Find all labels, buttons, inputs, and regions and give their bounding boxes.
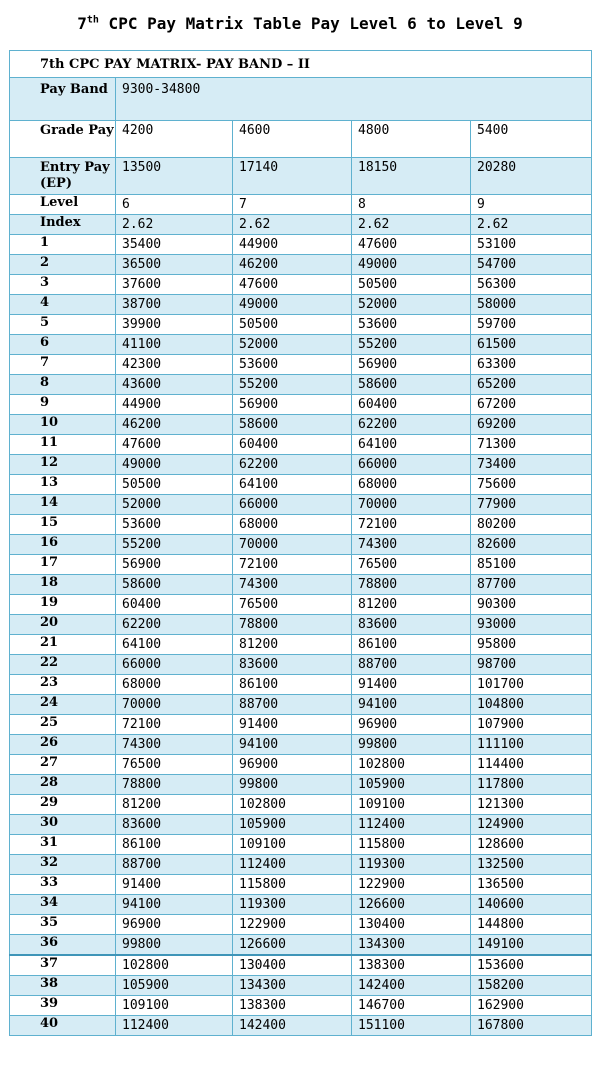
pay-cell: 64100 [116,635,233,655]
pay-cell: 72100 [233,555,352,575]
grade-pay-cell: 4600 [233,121,352,158]
pay-cell: 50500 [233,315,352,335]
pay-cell: 56900 [116,555,233,575]
table-row [10,495,592,515]
pay-cell: 149100 [471,935,592,956]
pay-cell: 105900 [352,775,471,795]
row-number: 33 [10,875,116,895]
pay-cell: 153600 [471,955,592,976]
pay-cell: 70000 [233,535,352,555]
pay-cell: 47600 [352,235,471,255]
pay-cell: 94100 [116,895,233,915]
pay-cell: 138300 [233,996,352,1016]
level-cell: 6 [116,195,233,215]
pay-cell: 62200 [352,415,471,435]
row-number: 31 [10,835,116,855]
pay-cell: 52000 [233,335,352,355]
pay-cell: 91400 [233,715,352,735]
table-row [10,375,592,395]
pay-cell: 91400 [352,675,471,695]
pay-cell: 69200 [471,415,592,435]
index-cell: 2.62 [233,215,352,235]
entry-pay-label: Entry Pay (EP) [10,158,116,195]
pay-cell: 66000 [233,495,352,515]
pay-cell: 49000 [352,255,471,275]
pay-cell: 55200 [233,375,352,395]
pay-cell: 78800 [352,575,471,595]
pay-cell: 90300 [471,595,592,615]
row-number: 16 [10,535,116,555]
pay-cell: 96900 [116,915,233,935]
table-row [10,275,592,295]
pay-cell: 50500 [116,475,233,495]
pay-cell: 76500 [233,595,352,615]
pay-cell: 41100 [116,335,233,355]
entry-pay-cell: 20280 [471,158,592,195]
table-row [10,595,592,615]
table-row [10,715,592,735]
table-row [10,1016,592,1036]
table-row [10,335,592,355]
pay-cell: 53600 [116,515,233,535]
pay-cell: 95800 [471,635,592,655]
pay-cell: 35400 [116,235,233,255]
row-number: 15 [10,515,116,535]
pay-cell: 138300 [352,955,471,976]
title-prefix: 7 [77,14,87,33]
pay-cell: 112400 [352,815,471,835]
level-cell: 7 [233,195,352,215]
row-number: 32 [10,855,116,875]
row-number: 34 [10,895,116,915]
pay-cell: 74300 [352,535,471,555]
page-title [0,8,600,40]
pay-cell: 49000 [233,295,352,315]
row-number: 1 [10,235,116,255]
pay-cell: 44900 [233,235,352,255]
pay-cell: 142400 [233,1016,352,1036]
pay-cell: 60400 [352,395,471,415]
pay-cell: 46200 [116,415,233,435]
pay-cell: 74300 [233,575,352,595]
pay-cell: 60400 [233,435,352,455]
level-cell: 9 [471,195,592,215]
pay-cell: 42300 [116,355,233,375]
table-row [10,415,592,435]
pay-cell: 88700 [352,655,471,675]
pay-cell: 98700 [471,655,592,675]
pay-cell: 80200 [471,515,592,535]
table-row [10,835,592,855]
table-row [10,315,592,335]
pay-cell: 134300 [352,935,471,956]
grade-pay-cell: 4800 [352,121,471,158]
table-row [10,976,592,996]
pay-cell: 109100 [352,795,471,815]
pay-cell: 63300 [471,355,592,375]
pay-cell: 111100 [471,735,592,755]
row-number: 18 [10,575,116,595]
pay-cell: 71300 [471,435,592,455]
pay-cell: 167800 [471,1016,592,1036]
pay-cell: 61500 [471,335,592,355]
pay-cell: 56900 [352,355,471,375]
pay-cell: 121300 [471,795,592,815]
pay-cell: 58600 [352,375,471,395]
table-row [10,515,592,535]
pay-cell: 102800 [116,955,233,976]
pay-cell: 58600 [116,575,233,595]
pay-cell: 36500 [116,255,233,275]
row-number: 25 [10,715,116,735]
pay-cell: 134300 [233,976,352,996]
table-row [10,655,592,675]
row-number: 11 [10,435,116,455]
pay-cell: 62200 [233,455,352,475]
row-number: 38 [10,976,116,996]
pay-cell: 94100 [233,735,352,755]
row-number: 13 [10,475,116,495]
table-row [10,996,592,1016]
pay-cell: 102800 [233,795,352,815]
pay-cell: 58600 [233,415,352,435]
table-row [10,775,592,795]
pay-cell: 93000 [471,615,592,635]
title-text: CPC Pay Matrix Table Pay Level 6 to Level 9 [98,14,523,33]
pay-cell: 88700 [116,855,233,875]
pay-cell: 60400 [116,595,233,615]
row-number: 5 [10,315,116,335]
pay-cell: 104800 [471,695,592,715]
pay-cell: 76500 [116,755,233,775]
pay-cell: 81200 [352,595,471,615]
pay-cell: 86100 [116,835,233,855]
row-number: 30 [10,815,116,835]
pay-cell: 55200 [116,535,233,555]
table-row [10,435,592,455]
pay-cell: 132500 [471,855,592,875]
pay-cell: 124900 [471,815,592,835]
row-number: 3 [10,275,116,295]
table-row [10,555,592,575]
pay-cell: 62200 [116,615,233,635]
pay-cell: 74300 [116,735,233,755]
pay-cell: 102800 [352,755,471,775]
table-row [10,915,592,935]
pay-cell: 119300 [233,895,352,915]
level-cell: 8 [352,195,471,215]
pay-cell: 56300 [471,275,592,295]
pay-cell: 85100 [471,555,592,575]
grade-pay-cell: 5400 [471,121,592,158]
pay-cell: 73400 [471,455,592,475]
table-row [10,295,592,315]
table-row [10,635,592,655]
pay-cell: 81200 [116,795,233,815]
row-number: 39 [10,996,116,1016]
entry-pay-row [10,158,592,195]
pay-cell: 126600 [233,935,352,956]
pay-cell: 86100 [352,635,471,655]
pay-cell: 130400 [352,915,471,935]
pay-cell: 158200 [471,976,592,996]
pay-cell: 37600 [116,275,233,295]
pay-cell: 77900 [471,495,592,515]
row-number: 21 [10,635,116,655]
pay-cell: 91400 [116,875,233,895]
pay-cell: 66000 [352,455,471,475]
row-number: 4 [10,295,116,315]
pay-cell: 87700 [471,575,592,595]
table-row [10,675,592,695]
pay-cell: 54700 [471,255,592,275]
pay-cell: 55200 [352,335,471,355]
row-number: 14 [10,495,116,515]
row-number: 28 [10,775,116,795]
row-number: 12 [10,455,116,475]
pay-cell: 52000 [116,495,233,515]
pay-cell: 105900 [116,976,233,996]
table-row [10,235,592,255]
pay-cell: 162900 [471,996,592,1016]
row-number: 29 [10,795,116,815]
pay-cell: 115800 [352,835,471,855]
row-number: 36 [10,935,116,956]
table-row [10,355,592,375]
entry-pay-cell: 17140 [233,158,352,195]
pay-cell: 68000 [352,475,471,495]
row-number: 8 [10,375,116,395]
pay-cell: 53100 [471,235,592,255]
pay-cell: 109100 [116,996,233,1016]
pay-cell: 52000 [352,295,471,315]
pay-cell: 83600 [233,655,352,675]
pay-cell: 115800 [233,875,352,895]
entry-pay-cell: 13500 [116,158,233,195]
row-number: 6 [10,335,116,355]
pay-cell: 117800 [471,775,592,795]
table-row [10,895,592,915]
pay-cell: 47600 [233,275,352,295]
index-row [10,215,592,235]
pay-cell: 126600 [352,895,471,915]
pay-cell: 119300 [352,855,471,875]
pay-cell: 66000 [116,655,233,675]
row-number: 40 [10,1016,116,1036]
table-row [10,855,592,875]
pay-band-value: 9300-34800 [116,78,592,121]
index-cell: 2.62 [352,215,471,235]
pay-cell: 82600 [471,535,592,555]
pay-band-label: Pay Band [10,78,116,121]
title-superscript: th [86,14,99,26]
pay-cell: 109100 [233,835,352,855]
pay-cell: 75600 [471,475,592,495]
pay-cell: 64100 [352,435,471,455]
pay-cell: 101700 [471,675,592,695]
table-row [10,255,592,275]
pay-cell: 144800 [471,915,592,935]
row-number: 20 [10,615,116,635]
pay-cell: 72100 [352,515,471,535]
table-row [10,955,592,976]
pay-cell: 58000 [471,295,592,315]
pay-cell: 67200 [471,395,592,415]
table-row [10,815,592,835]
table-row [10,455,592,475]
level-label: Level [10,195,116,215]
grade-pay-label: Grade Pay [10,121,116,158]
pay-cell: 78800 [233,615,352,635]
grade-pay-row [10,121,592,158]
pay-cell: 96900 [352,715,471,735]
table-row [10,475,592,495]
table-header: 7th CPC PAY MATRIX- PAY BAND – II [10,51,592,78]
pay-cell: 68000 [116,675,233,695]
pay-cell: 59700 [471,315,592,335]
level-row [10,195,592,215]
row-number: 23 [10,675,116,695]
grade-pay-cell: 4200 [116,121,233,158]
pay-band-row [10,78,592,121]
row-number: 17 [10,555,116,575]
pay-cell: 88700 [233,695,352,715]
pay-cell: 47600 [116,435,233,455]
pay-cell: 70000 [352,495,471,515]
pay-cell: 128600 [471,835,592,855]
pay-cell: 151100 [352,1016,471,1036]
pay-cell: 39900 [116,315,233,335]
pay-cell: 76500 [352,555,471,575]
table-row [10,755,592,775]
pay-cell: 107900 [471,715,592,735]
pay-cell: 46200 [233,255,352,275]
index-label: Index [10,215,116,235]
pay-cell: 112400 [233,855,352,875]
pay-cell: 130400 [233,955,352,976]
pay-cell: 96900 [233,755,352,775]
pay-cell: 146700 [352,996,471,1016]
pay-cell: 38700 [116,295,233,315]
table-row [10,535,592,555]
row-number: 26 [10,735,116,755]
row-number: 27 [10,755,116,775]
pay-cell: 68000 [233,515,352,535]
pay-matrix-table [9,50,592,1036]
pay-cell: 78800 [116,775,233,795]
pay-cell: 105900 [233,815,352,835]
pay-cell: 50500 [352,275,471,295]
row-number: 37 [10,955,116,976]
pay-cell: 56900 [233,395,352,415]
pay-cell: 70000 [116,695,233,715]
row-number: 35 [10,915,116,935]
pay-cell: 122900 [352,875,471,895]
table-row [10,875,592,895]
pay-cell: 81200 [233,635,352,655]
pay-cell: 83600 [116,815,233,835]
pay-cell: 112400 [116,1016,233,1036]
table-row [10,735,592,755]
pay-cell: 53600 [233,355,352,375]
pay-cell: 44900 [116,395,233,415]
row-number: 22 [10,655,116,675]
table-row [10,615,592,635]
row-number: 9 [10,395,116,415]
row-number: 2 [10,255,116,275]
pay-cell: 136500 [471,875,592,895]
table-row [10,935,592,956]
index-cell: 2.62 [116,215,233,235]
row-number: 10 [10,415,116,435]
row-number: 19 [10,595,116,615]
pay-cell: 83600 [352,615,471,635]
pay-cell: 140600 [471,895,592,915]
pay-cell: 99800 [233,775,352,795]
pay-cell: 86100 [233,675,352,695]
index-cell: 2.62 [471,215,592,235]
entry-pay-cell: 18150 [352,158,471,195]
pay-cell: 43600 [116,375,233,395]
table-row [10,395,592,415]
pay-cell: 53600 [352,315,471,335]
pay-cell: 142400 [352,976,471,996]
pay-cell: 94100 [352,695,471,715]
pay-cell: 122900 [233,915,352,935]
pay-cell: 99800 [116,935,233,956]
pay-cell: 99800 [352,735,471,755]
table-row [10,695,592,715]
pay-cell: 114400 [471,755,592,775]
pay-cell: 49000 [116,455,233,475]
pay-cell: 64100 [233,475,352,495]
table-row [10,795,592,815]
table-row [10,575,592,595]
row-number: 7 [10,355,116,375]
row-number: 24 [10,695,116,715]
pay-cell: 72100 [116,715,233,735]
pay-cell: 65200 [471,375,592,395]
